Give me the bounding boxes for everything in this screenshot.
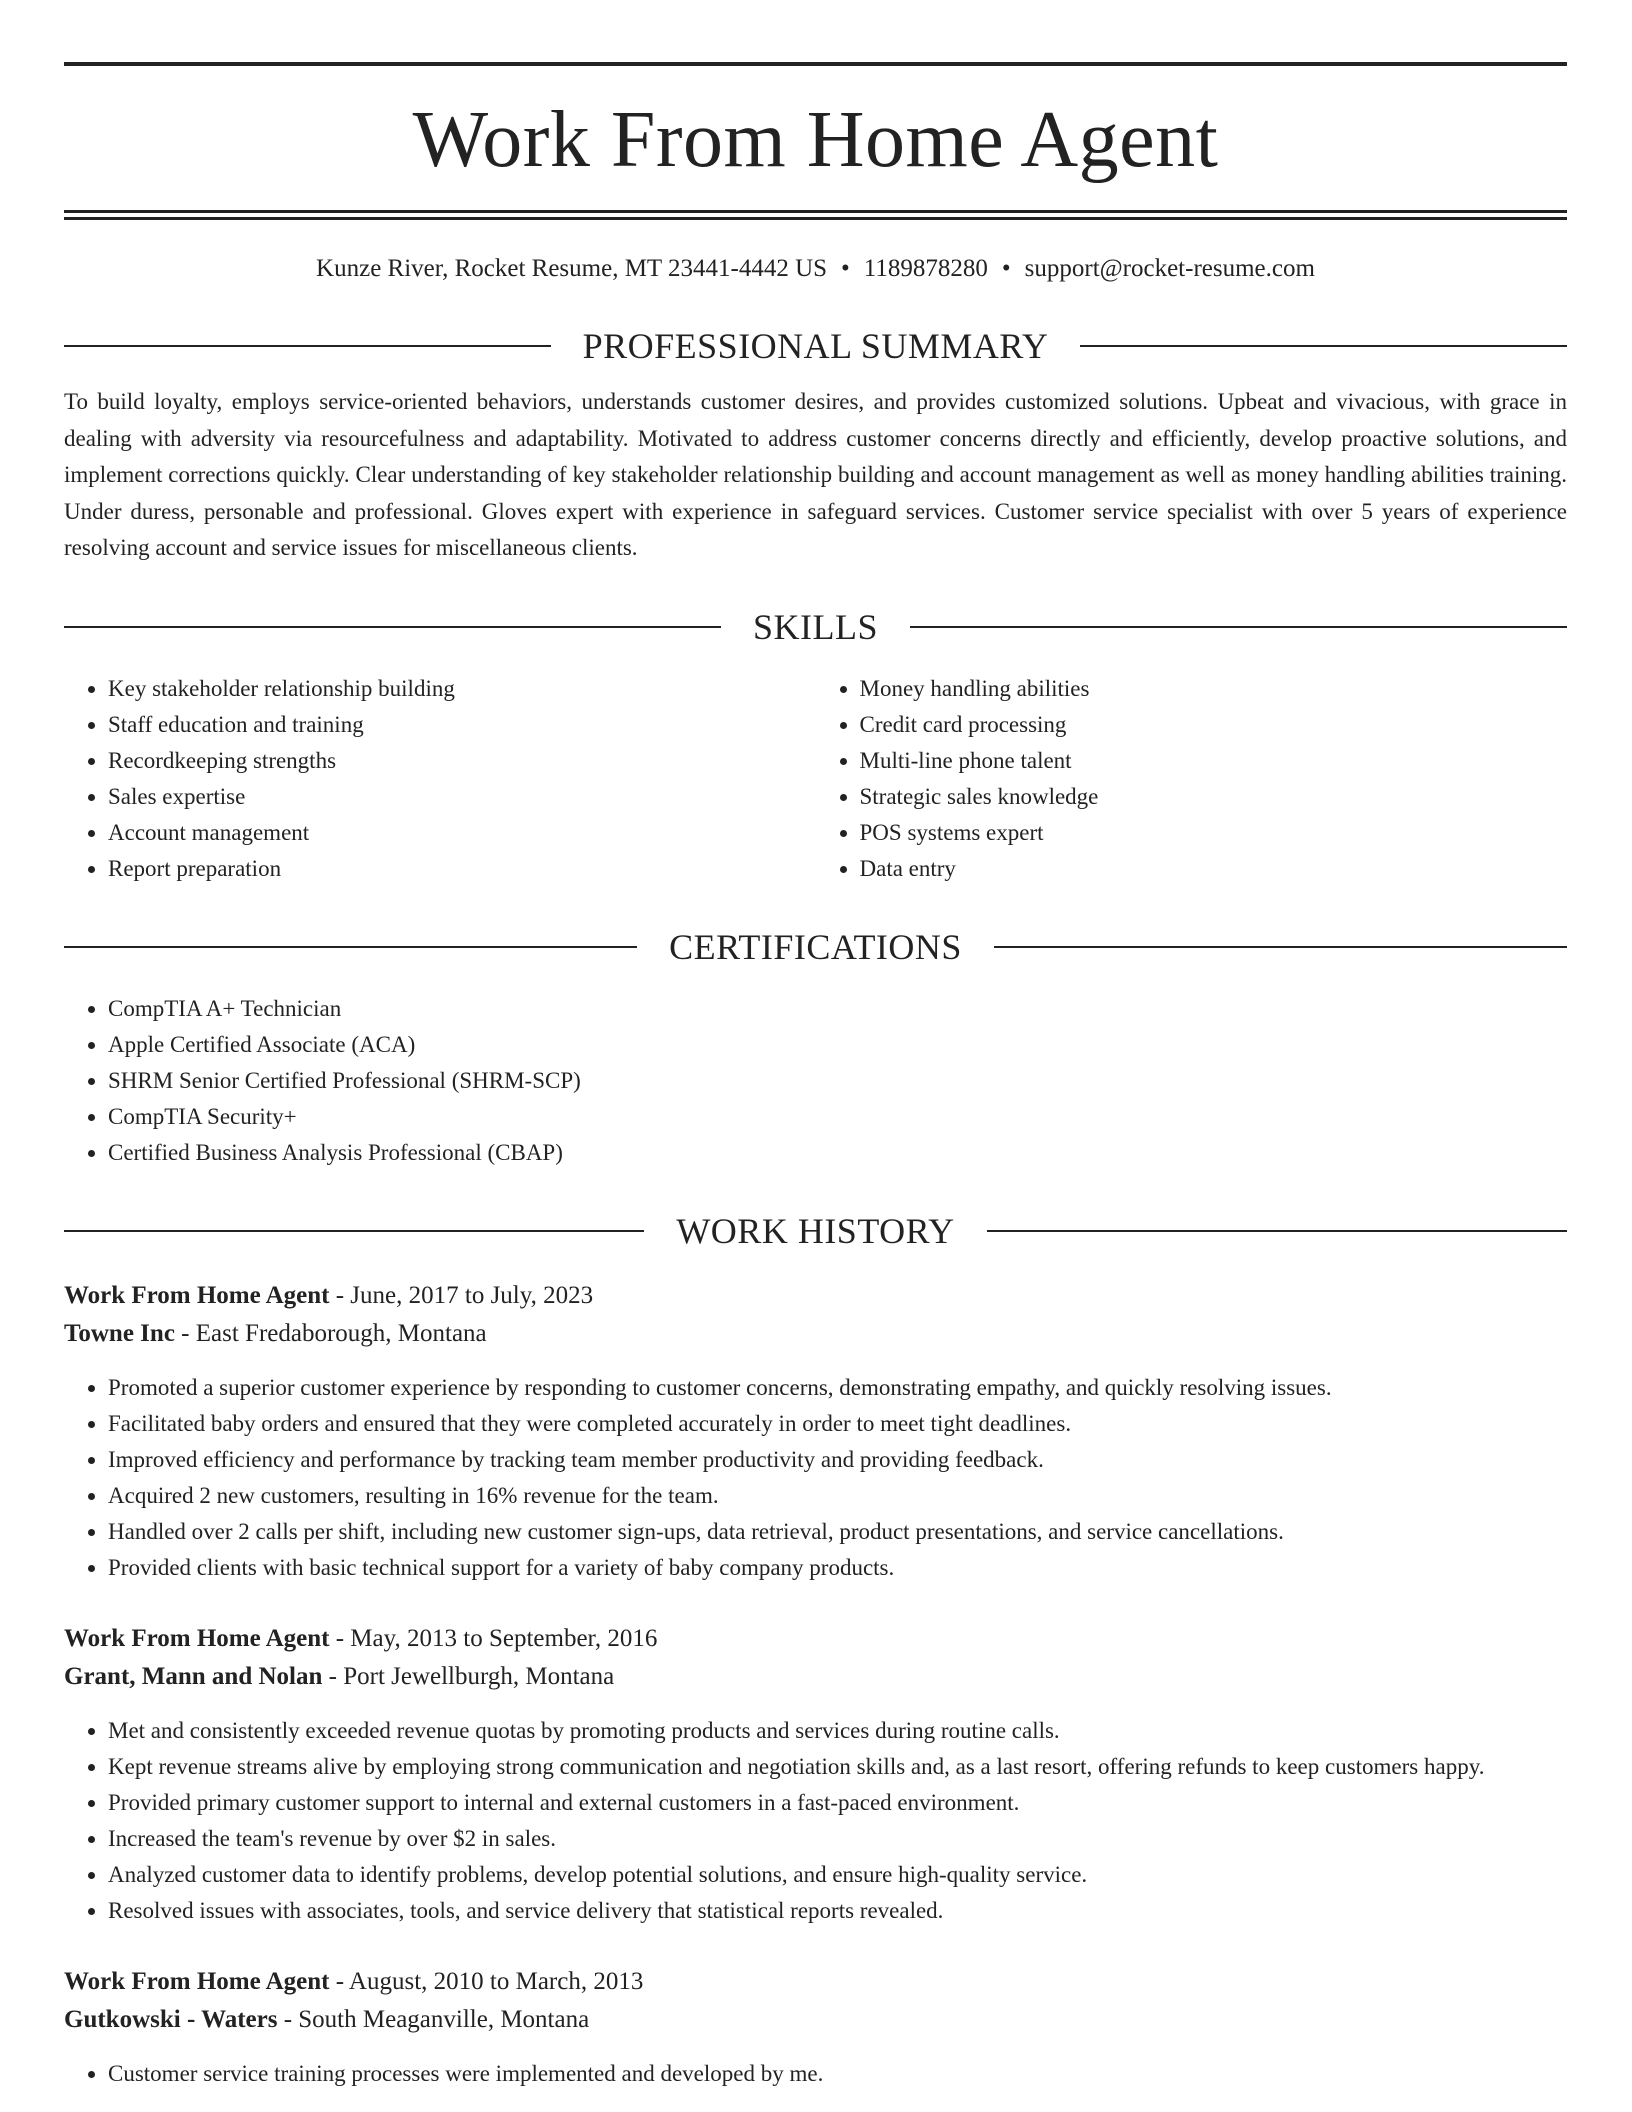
job-company-line [64,1658,1567,1697]
job-bullet: • Promoted a superior customer experience by responding to customer concerns, demonstrating empathy, and quickly resolving issues. [108,1370,1567,1406]
skill-item: • Credit card processing [860,707,1568,743]
summary-heading: PROFESSIONAL SUMMARY [582,326,1049,366]
contact-phone: 1189878280 [863,255,988,282]
certification-item: • SHRM Senior Certified Professional (SHRM-SCP) [108,1063,1567,1099]
summary-section-header [64,324,1567,368]
skills-column-right [816,671,1568,887]
job-dates: - August, 2010 to March, 2013 [335,1967,644,1995]
job-title: Work From Home Agent [64,1967,330,1995]
job-location: - East Fredaborough, Montana [181,1320,487,1347]
skills-list [64,671,1567,887]
skill-item: • Multi-line phone talent [860,743,1568,779]
skills-column-left [64,671,816,887]
job-bullets [64,1370,1567,1586]
contact-email: support@rocket-resume.com [1024,255,1315,282]
job-company: Gutkowski - Waters [64,2006,278,2033]
skill-item: • Key stakeholder relationship building [108,671,816,707]
job-dates: - May, 2013 to September, 2016 [335,1624,658,1652]
job-title: Work From Home Agent [64,1624,330,1652]
title-double-rule [64,210,1567,220]
work-heading: WORK HISTORY [676,1210,955,1251]
skill-item: • Recordkeeping strengths [108,743,816,779]
divider-line [64,946,637,948]
skills-heading: SKILLS [753,606,879,647]
skill-item: • Staff education and training [108,707,816,743]
job-entry [64,1620,1567,1929]
divider-line [64,345,551,347]
job-entry [64,1963,1567,2092]
skill-item: • Report preparation [108,851,816,887]
job-title-line [64,1963,1567,2002]
job-location: - Port Jewellburgh, Montana [328,1663,615,1690]
job-company: Towne Inc [64,1320,175,1347]
job-bullet: • Resolved issues with associates, tools, and service delivery that statistical reports revealed. [108,1893,1567,1929]
skill-item: • Strategic sales knowledge [860,779,1568,815]
summary-text: To build loyalty, employs service-oriented behaviors, understands customer desires, and provides customized solutions. Upbeat and vivacious, with grace in dealing with adversity via resourcefulness and adaptability. Motivated to address customer concerns directly and efficiently, develop proactive solutions, and implement corrections quickly. Clear understanding of key stakeholder relationship building and account management as well as money handling abilities training. Under duress, personable and professional. Gloves expert with experience in safeguard services. Customer service specialist with over 5 years of experience resolving account and service issues for miscellaneous clients. [64,389,1567,560]
skills-section-header [64,605,1567,649]
certifications-section-header [64,925,1567,969]
job-dates: - June, 2017 to July, 2023 [335,1281,594,1309]
job-bullet: • Kept revenue streams alive by employing strong communication and negotiation skills and, as a last resort, offering refunds to keep customers happy. [108,1749,1567,1785]
skill-item: • POS systems expert [860,815,1568,851]
skill-item: • Sales expertise [108,779,816,815]
job-company-line [64,2001,1567,2040]
page-title: Work From Home Agent [412,96,1219,184]
job-bullet: • Increased the team's revenue by over $2 in sales. [108,1821,1567,1857]
certification-item: • Certified Business Analysis Professional (CBAP) [108,1135,1567,1171]
skill-item: • Money handling abilities [860,671,1568,707]
contact-separator: • [841,255,850,282]
job-bullet: • Improved efficiency and performance by tracking team member productivity and providing feedback. [108,1442,1567,1478]
resume-page [64,0,1567,2092]
job-bullets [64,2056,1567,2092]
job-bullet: • Customer service training processes were implemented and developed by me. [108,2056,1567,2092]
job-entry [64,1277,1567,1586]
job-bullet: • Handled over 2 calls per shift, including new customer sign-ups, data retrieval, product presentations, and service cancellations. [108,1514,1567,1550]
divider-line [1080,345,1567,347]
job-title-line [64,1277,1567,1316]
job-bullet: • Analyzed customer data to identify problems, develop potential solutions, and ensure high-quality service. [108,1857,1567,1893]
certifications-list [64,991,1567,1171]
skill-item: • Account management [108,815,816,851]
certifications-heading: CERTIFICATIONS [669,926,962,967]
contact-line [64,252,1567,286]
job-location: - South Meaganville, Montana [283,2006,590,2033]
divider-line [64,1230,644,1232]
job-bullet: • Met and consistently exceeded revenue quotas by promoting products and services during routine calls. [108,1713,1567,1749]
job-bullet: • Provided clients with basic technical support for a variety of baby company products. [108,1550,1567,1586]
contact-separator: • [1001,255,1011,282]
top-rule [64,62,1567,66]
divider-line [64,626,721,628]
divider-line [994,946,1567,948]
certification-item: • CompTIA Security+ [108,1099,1567,1135]
job-company-line [64,1315,1567,1354]
contact-address: Kunze River, Rocket Resume, MT 23441-4442 US [316,255,828,282]
skill-item: • Data entry [860,851,1568,887]
job-bullet: • Facilitated baby orders and ensured that they were completed accurately in order to meet tight deadlines. [108,1406,1567,1442]
divider-line [910,626,1567,628]
certification-item: • Apple Certified Associate (ACA) [108,1027,1567,1063]
work-section-header [64,1209,1567,1253]
job-company: Grant, Mann and Nolan [64,1663,323,1690]
job-title-line [64,1620,1567,1659]
divider-line [987,1230,1567,1232]
job-title: Work From Home Agent [64,1281,330,1309]
certification-item: • CompTIA A+ Technician [108,991,1567,1027]
job-bullets [64,1713,1567,1929]
job-bullet: • Provided primary customer support to internal and external customers in a fast-paced environment. [108,1785,1567,1821]
job-bullet: • Acquired 2 new customers, resulting in 16% revenue for the team. [108,1478,1567,1514]
